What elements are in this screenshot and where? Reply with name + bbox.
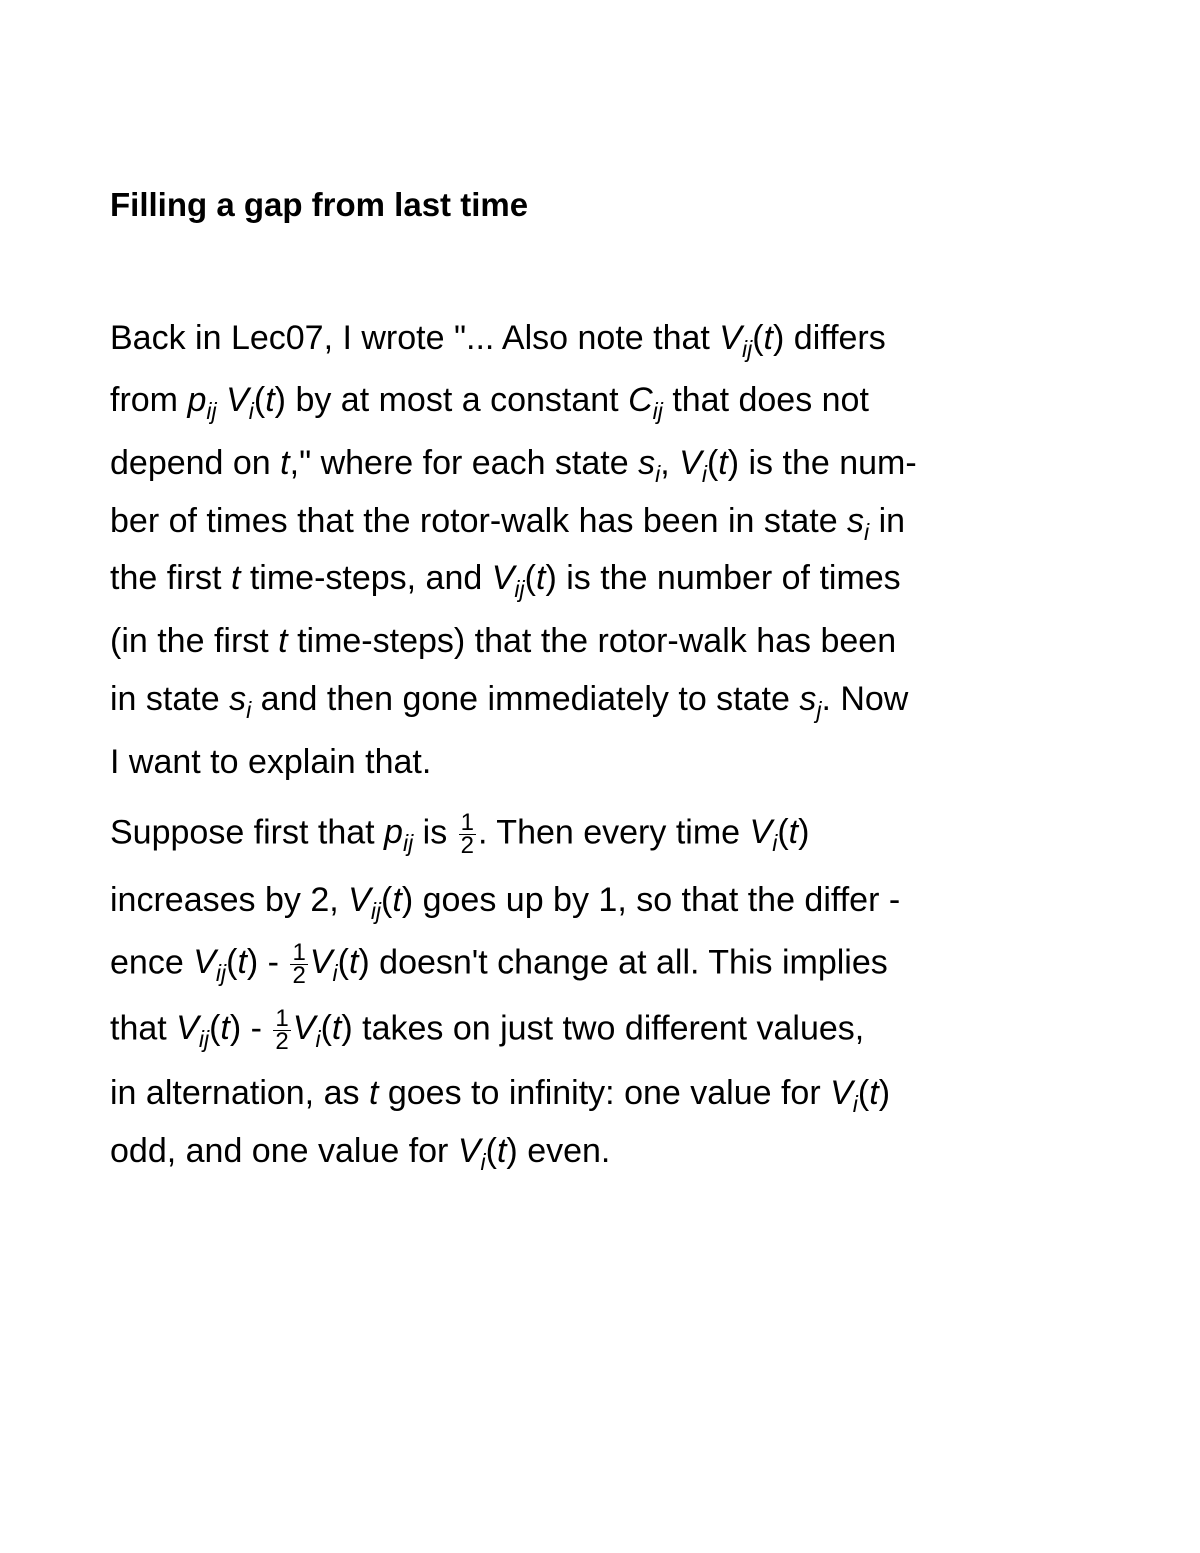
text-segment: that does not [672, 381, 869, 419]
text-segment: by at most a constant [295, 381, 629, 419]
text-segment: - [241, 1009, 272, 1048]
text-segment: Back in Lec07, I wrote "... Also note that [110, 319, 720, 357]
paragraph-2-line-3 [110, 939, 888, 989]
math-v-ij-t: $V_{ij}(t)$ [491, 559, 557, 602]
paragraph-1-line-6 [110, 621, 896, 661]
math-v-ij-t: $V_{ij}(t)$ [348, 881, 414, 924]
text-segment: , [660, 444, 680, 482]
math-s-i: $s_i$ [638, 444, 661, 487]
math-s-i: $s_i$ [229, 680, 252, 723]
paragraph-1-line-8 [110, 742, 431, 782]
fraction-one-half: $\frac{1}{2}$ [292, 939, 306, 989]
text-segment: ber of times that the rotor-walk has been in state [110, 502, 848, 540]
text-segment: is [422, 813, 457, 852]
paragraph-2-line-2 [110, 880, 900, 923]
text-segment: Suppose first that [110, 813, 385, 852]
text-segment: in alternation, as [110, 1074, 369, 1112]
math-t: t [278, 622, 288, 660]
math-v-i-t: $V_i(t)$ [457, 1132, 518, 1175]
section-title: Filling a gap from last time [110, 186, 529, 223]
paragraph-1-line-3 [110, 443, 917, 486]
math-v-ij-t: $V_{ij}(t)$ [193, 943, 259, 987]
paragraph-1-line-2 [110, 380, 869, 423]
paragraph-1-line-4 [110, 501, 905, 544]
text-segment: is the number of times [556, 559, 901, 597]
text-segment: ence [110, 943, 194, 982]
paragraph-1-line-1 [110, 318, 886, 361]
math-t: t [368, 1074, 379, 1112]
text-segment: odd, and one value for [110, 1132, 458, 1170]
math-s-i: $s_i$ [847, 502, 870, 545]
text-segment: doesn't change at all. This implies [369, 943, 888, 982]
text-segment: takes on just two different values, [352, 1009, 865, 1048]
fraction-one-half: $\frac{1}{2}$ [460, 809, 475, 859]
text-segment: ," where for each state [289, 444, 639, 482]
paragraph-2-line-1 [110, 809, 810, 859]
text-segment: increases by 2, [110, 881, 349, 919]
text-segment: time-steps, and [240, 559, 492, 597]
text-segment: is the num- [748, 444, 917, 482]
math-v-i-t: $V_i(t)$ [309, 943, 370, 987]
text-segment: (in the first [110, 622, 279, 660]
math-v-i-t: $V_i(t)$ [830, 1074, 891, 1117]
text-segment: goes to infinity: one value for [378, 1074, 831, 1112]
text-segment: differs [793, 319, 886, 357]
text-segment: time-steps) that the rotor-walk has been [287, 622, 897, 660]
paragraph-2-line-4 [110, 1005, 865, 1055]
text-segment: depend on [110, 444, 281, 482]
text-segment: . Then every time [478, 813, 750, 852]
math-v-ij-t: $V_{ij}(t)$ [719, 319, 785, 362]
math-p-ij: $p_{ij}$ [187, 381, 217, 424]
text-segment: the first [110, 559, 231, 597]
paragraph-1-line-7 [110, 679, 908, 722]
text-segment: and then gone immediately to state [260, 680, 800, 718]
math-v-i-t: $V_i(t)$ [679, 444, 740, 487]
text-segment: goes up by 1, so that the differ - [422, 881, 901, 919]
text-segment: even. [517, 1132, 611, 1170]
text-segment: that [110, 1009, 177, 1048]
text-segment: . Now [821, 680, 909, 718]
math-c-ij: $C_{ij}$ [628, 381, 663, 424]
text-segment: I want to explain that. [110, 743, 432, 781]
paragraph-1-line-5 [110, 558, 901, 601]
math-v-i-t: $V_i(t)$ [292, 1009, 353, 1053]
math-t: t [280, 444, 290, 482]
fraction-one-half: $\frac{1}{2}$ [275, 1005, 289, 1055]
math-v-i-t: $V_i(t)$ [226, 381, 286, 424]
text-segment: - [258, 943, 289, 982]
math-v-ij-t: $V_{ij}(t)$ [176, 1009, 242, 1053]
text-segment: in state [110, 680, 230, 718]
math-t: t [230, 559, 241, 597]
math-p-ij: $p_{ij}$ [384, 813, 414, 857]
paragraph-2-line-5 [110, 1073, 890, 1116]
math-s-j: $s_j$ [799, 680, 822, 723]
text-segment: from [110, 381, 188, 419]
text-segment: in [878, 502, 906, 540]
paragraph-2-line-6 [110, 1131, 610, 1174]
math-v-i-t: $V_i(t)$ [749, 813, 810, 857]
